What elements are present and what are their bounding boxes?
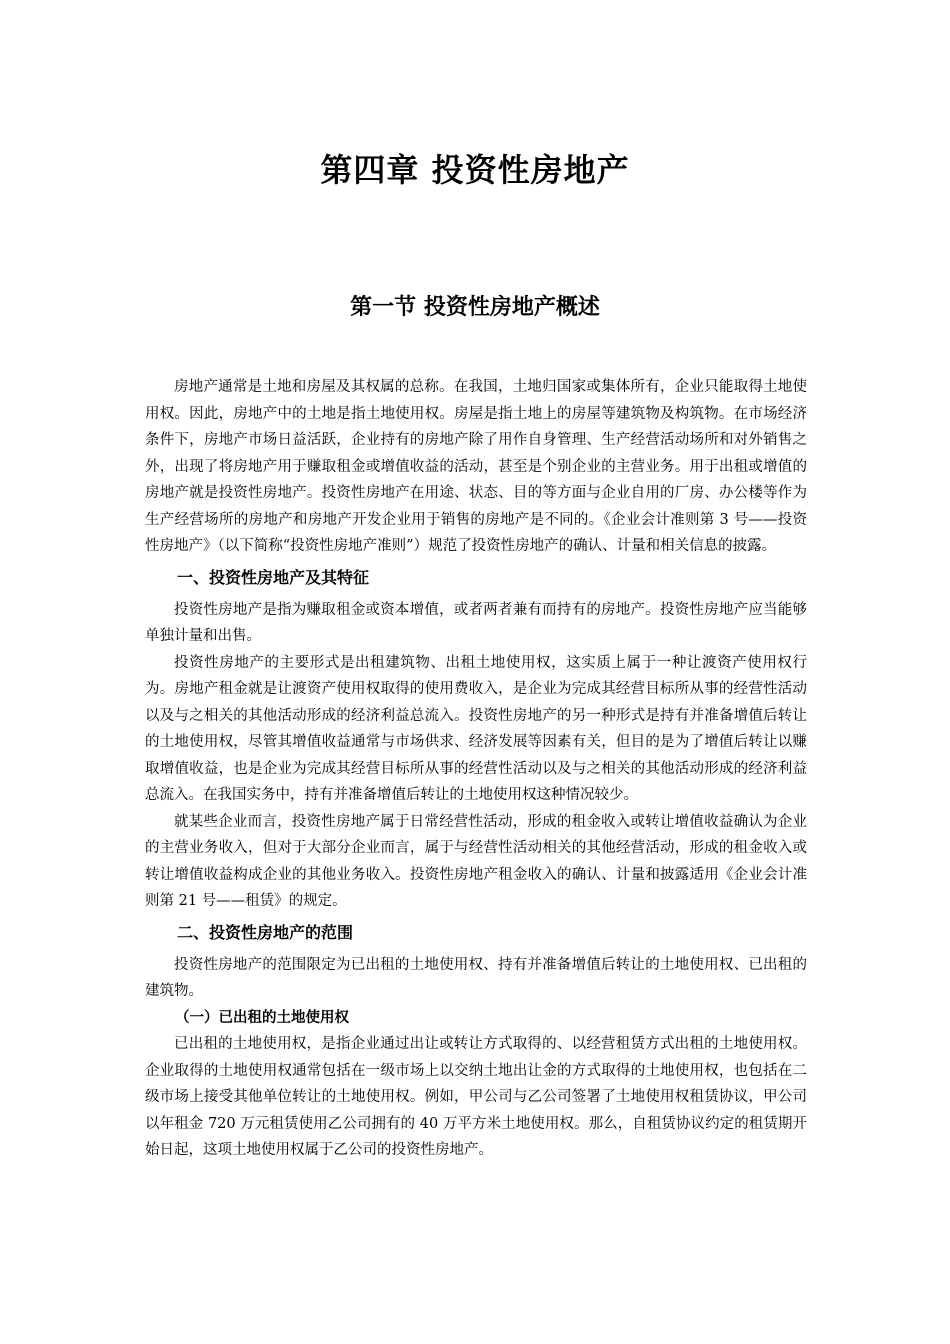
document-body xyxy=(145,374,807,1164)
chapter-title: 第四章 投资性房地产 xyxy=(320,151,630,189)
intro-paragraph: 房地产通常是土地和房屋及其权属的总称。在我国，土地归国家或集体所有，企业只能取得土地使用权。因此，房地产中的土地是指土地使用权。房屋是指土地上的房屋等建筑物及构筑物。在市场经济条件下，房地产市场日益活跃，企业持有的房地产除了用作自身管理、生产经营活动场所和对外销售之外，出现了将房地产用于赚取租金或增值收益的活动，甚至是个别企业的主营业务。用于出租或增值的房地产就是投资性房地产。投资性房地产在用途、状态、目的等方面与企业自用的厂房、办公楼等作为生产经营场所的房地产和房地产开发企业用于销售的房地产是不同的。《企业会计准则第 3 号——投资性房地产》（以下简称“投资性房地产准则”）规范了投资性房地产的确认、计量和相关信息的披露。 xyxy=(145,379,807,554)
part2-heading: 二、投资性房地产的范围 xyxy=(177,922,354,942)
part1-paragraph-3: 就某些企业而言，投资性房地产属于日常经营性活动，形成的租金收入或转让增值收益确认为企业的主营业务收入，但对于大部分企业而言，属于与经营性活动相关的其他经营活动，形成的租金收入或转让增值收益构成企业的其他业务收入。投资性房地产租金收入的确认、计量和披露适用《企业会计准则第 21 号——租赁》的规定。 xyxy=(145,813,807,909)
part2-sub1-heading: （一）已出租的土地使用权 xyxy=(175,1009,349,1026)
part2-paragraph-1: 投资性房地产的范围限定为已出租的土地使用权、持有并准备增值后转让的土地使用权、已出租的建筑物。 xyxy=(145,956,807,999)
part1-heading: 一、投资性房地产及其特征 xyxy=(177,567,370,587)
part1-paragraph-1: 投资性房地产是指为赚取租金或资本增值，或者两者兼有而持有的房地产。投资性房地产应当能够单独计量和出售。 xyxy=(145,601,807,644)
part1-paragraph-2: 投资性房地产的主要形式是出租建筑物、出租土地使用权，这实质上属于一种让渡资产使用权行为。房地产租金就是让渡资产使用权取得的使用费收入，是企业为完成其经营目标所从事的经营性活动以及与之相关的其他活动形成的经济利益总流入。投资性房地产的另一种形式是持有并准备增值后转让的土地使用权，尽管其增值收益通常与市场供求、经济发展等因素有关，但目的是为了增值后转让以赚取增值收益，也是企业为完成其经营目标所从事的经营性活动以及与之相关的其他活动形成的经济利益总流入。在我国实务中，持有并准备增值后转让的土地使用权这种情况较少。 xyxy=(145,654,807,803)
part2-sub1-paragraph-1: 已出租的土地使用权，是指企业通过出让或转让方式取得的、以经营租赁方式出租的土地使用权。企业取得的土地使用权通常包括在一级市场上以交纳土地出让金的方式取得的土地使用权，也包括在二级市场上接受其他单位转让的土地使用权。例如，甲公司与乙公司签署了土地使用权租赁协议，甲公司以年租金 720 万元租赁使用乙公司拥有的 40 万平方米土地使用权。那么，自租赁协议约定的租赁期开始日起，这项土地使用权属于乙公司的投资性房地产。 xyxy=(145,1036,807,1158)
section-title: 第一节 投资性房地产概述 xyxy=(350,295,600,320)
